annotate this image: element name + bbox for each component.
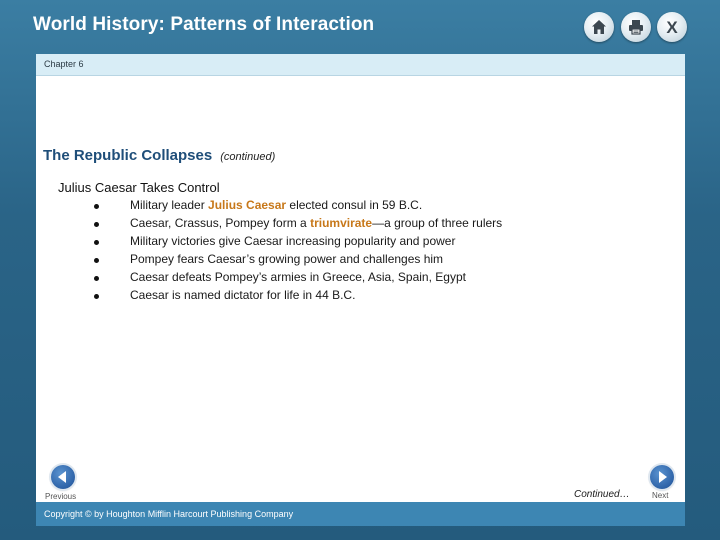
chapter-label: Chapter 6 — [44, 59, 84, 69]
section-heading: Julius Caesar Takes Control — [58, 180, 220, 195]
slide-title-suffix: (continued) — [220, 151, 276, 163]
bullet-text: Pompey fears Caesar’s growing power and challenges him — [130, 252, 444, 266]
bullet-item — [94, 270, 502, 288]
bullet-dot — [94, 258, 99, 263]
bullet-dot — [94, 294, 99, 299]
print-button[interactable] — [621, 12, 651, 42]
bullet-dot — [94, 276, 99, 281]
close-button[interactable] — [657, 12, 687, 42]
next-arrow-icon — [650, 465, 674, 489]
home-button[interactable] — [584, 12, 614, 42]
bullet-item — [94, 252, 502, 270]
bullet-text: Caesar defeats Pompey’s armies in Greece, Asia, Spain, Egypt — [130, 270, 466, 284]
bullet-dot — [94, 204, 99, 209]
close-icon: X — [666, 17, 678, 37]
slide-title-text: The Republic Collapses — [43, 147, 213, 164]
bullet-item — [94, 198, 502, 216]
bullet-list — [94, 198, 502, 306]
bullet-dot — [94, 240, 99, 245]
bullet-key-term: triumvirate — [310, 216, 373, 230]
next-button[interactable] — [650, 465, 674, 489]
copyright-bar — [36, 502, 685, 526]
previous-arrow-icon — [51, 465, 75, 489]
bullet-item — [94, 234, 502, 252]
previous-button[interactable] — [51, 465, 75, 489]
bullet-dot — [94, 222, 99, 227]
bullet-key-term: Julius Caesar — [208, 198, 287, 212]
bullet-text: Military leader — [130, 198, 209, 212]
bullet-item — [94, 216, 502, 234]
slide-content — [36, 76, 685, 502]
bullet-item — [94, 288, 502, 306]
print-icon — [627, 18, 645, 36]
home-icon — [590, 18, 608, 36]
previous-label: Previous — [45, 492, 77, 501]
copyright-text: Copyright © by Houghton Mifflin Harcourt Publishing Company — [44, 509, 294, 519]
bullet-text: Caesar is named dictator for life in 44 B.C. — [130, 288, 356, 302]
slide-title — [43, 147, 275, 164]
next-label: Next — [652, 491, 669, 500]
bullet-text: elected consul in 59 B.C. — [286, 198, 423, 212]
bullet-text: Caesar, Crassus, Pompey form a — [130, 216, 311, 230]
chapter-bar — [36, 54, 685, 76]
bullet-text: Military victories give Caesar increasing popularity and power — [130, 234, 456, 248]
bullet-text: —a group of three rulers — [372, 216, 503, 230]
continued-label: Continued… — [574, 489, 630, 500]
app-title: World History: Patterns of Interaction — [33, 14, 375, 35]
